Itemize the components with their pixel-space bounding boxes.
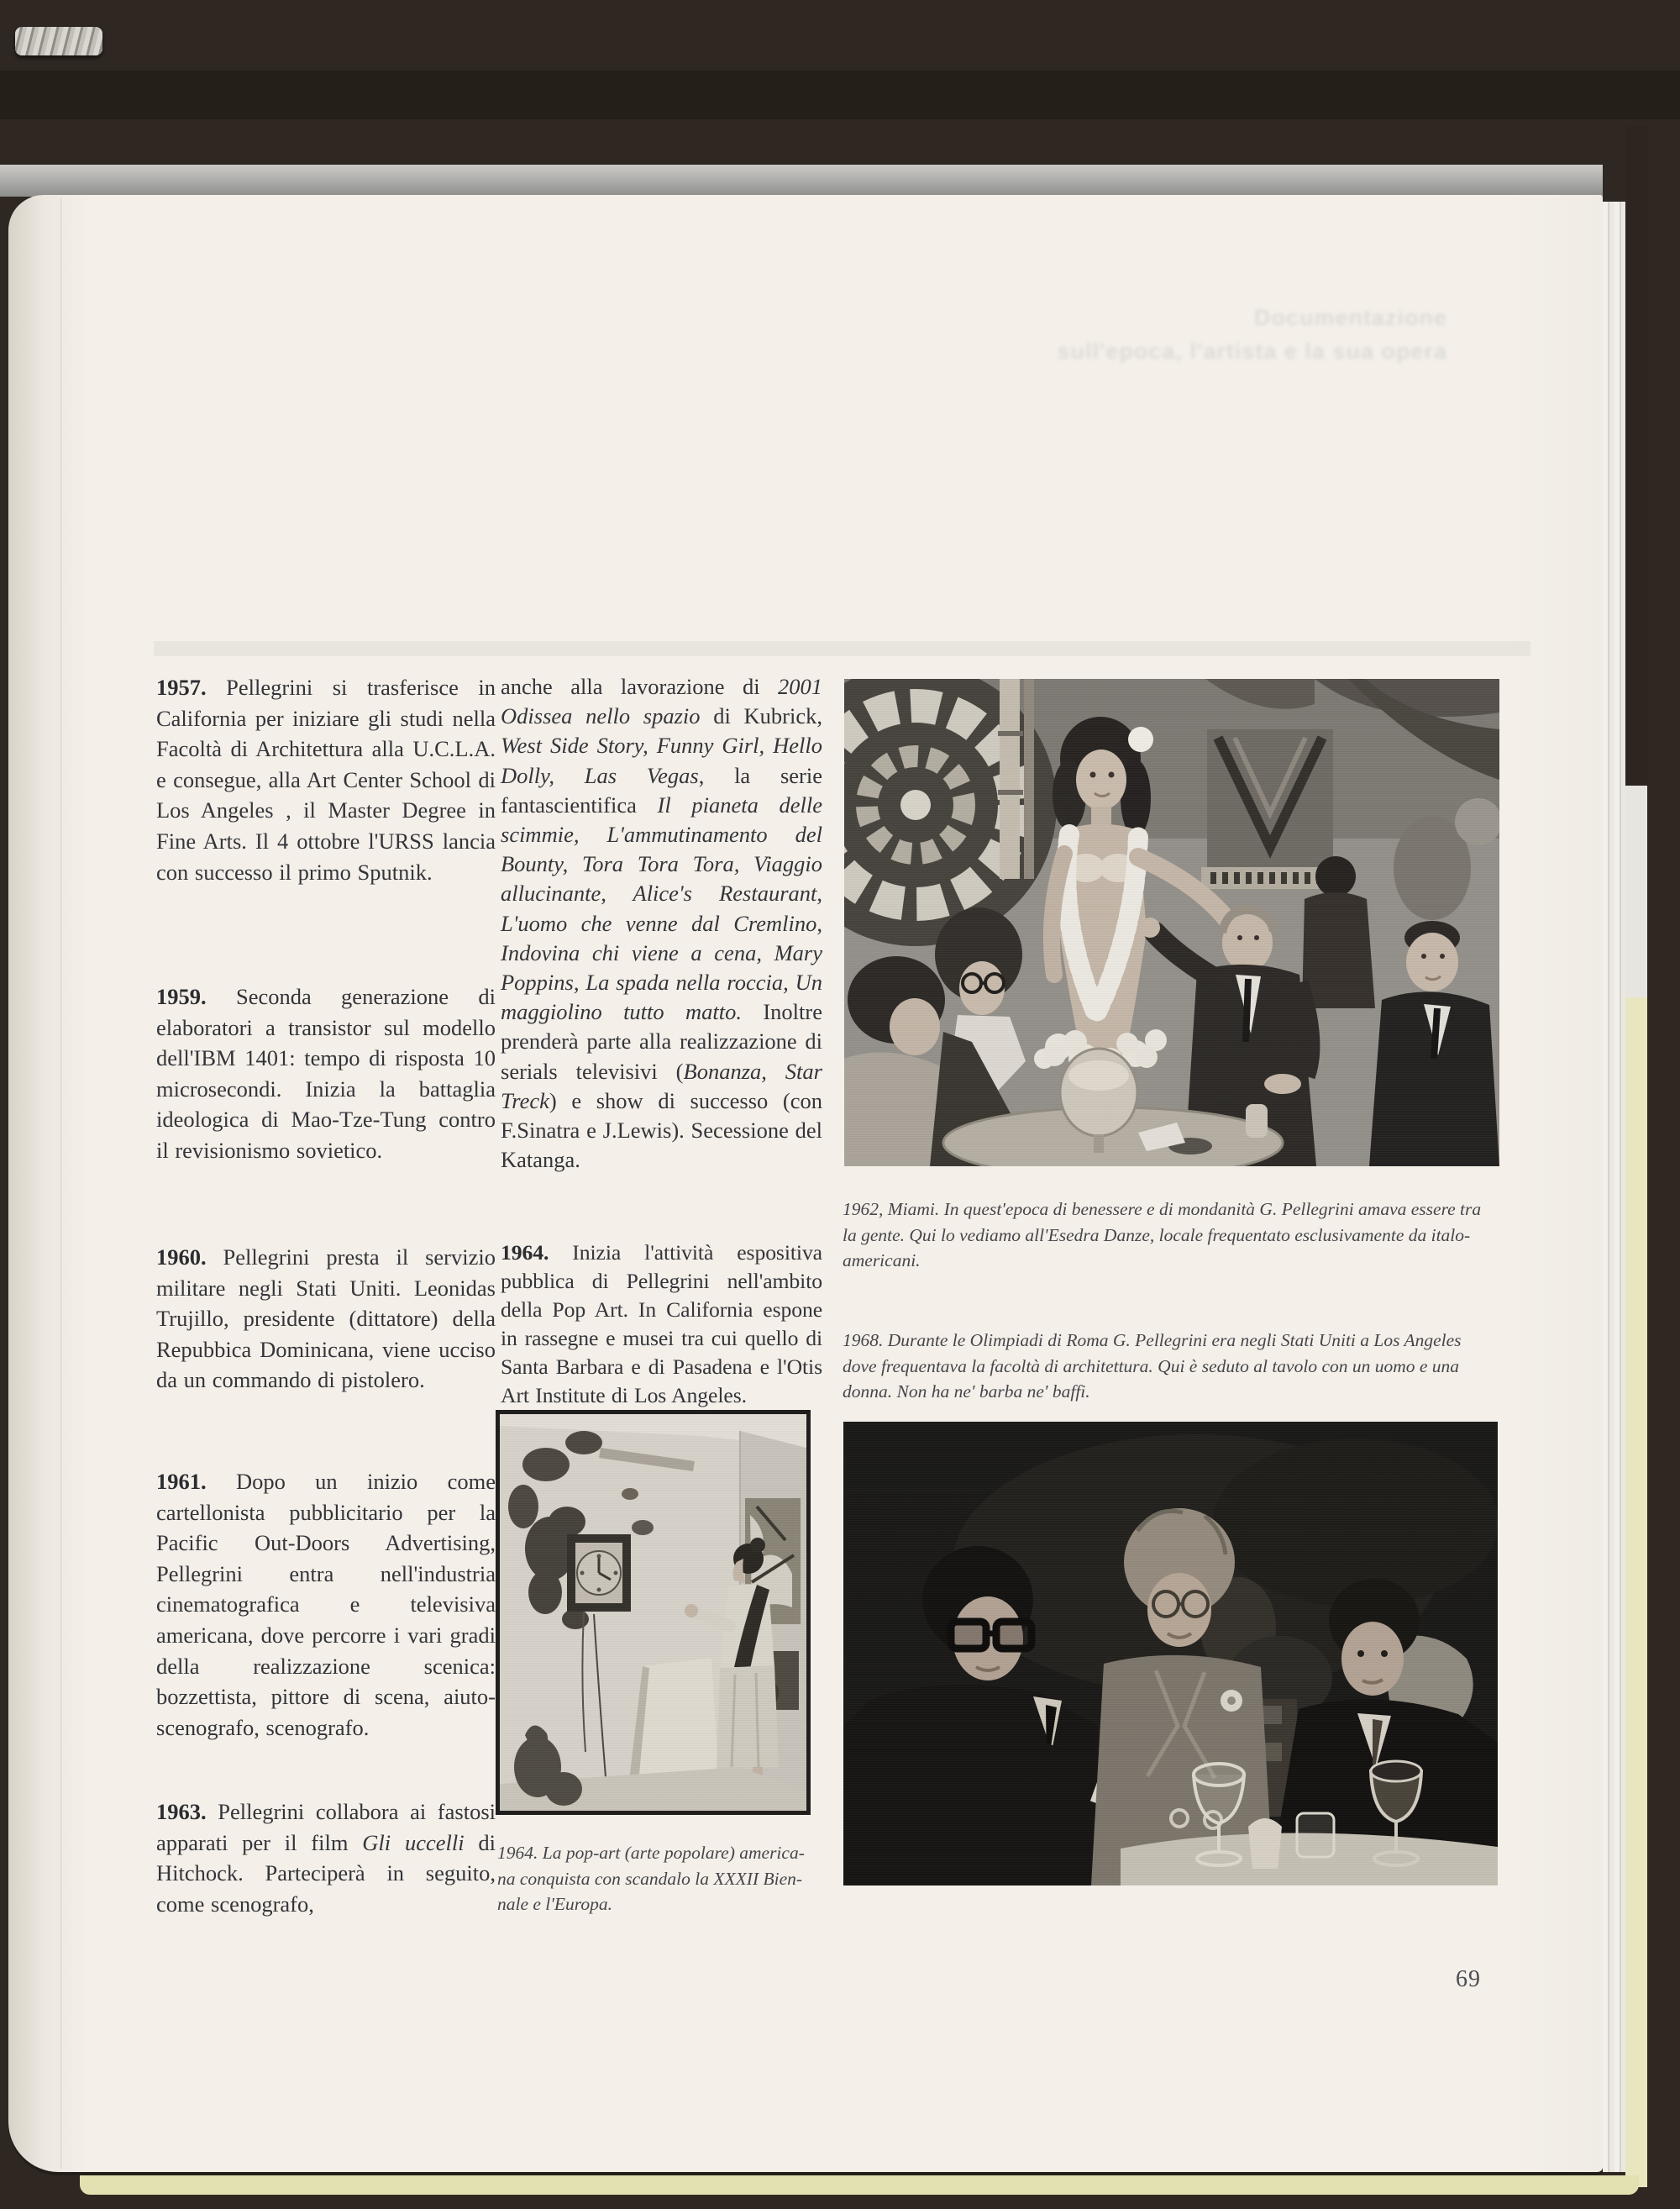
timeline-entry-1959: 1959. Seconda generazione di elaboratori a transistor sul modello dell'IBM 1401: tempo di risposta 10 microsecondi. Inizia la battaglia ideologica di Mao-Tze-Tung contro il revisionismo sovietico. — [156, 984, 496, 1163]
photo-miami-nightclub — [844, 679, 1499, 1166]
timeline-entry-1957: 1957. Pellegrini si trasferisce in California per iniziare gli studi nella Facoltà di Architettura alla U.C.L.A. e consegue, alla Art Center School di Los Angeles , il Master Degree in Fine Arts. Il 4 ottobre l'URSS lancia con successo il primo Sputnik. — [156, 675, 496, 885]
photo-popart-gallery — [496, 1410, 811, 1815]
page-edges-right — [1603, 202, 1625, 2172]
photo-dinner-table — [843, 1422, 1498, 1886]
timeline-entry-1960: 1960. Pellegrini presta il servizio militare negli Stati Uniti. Leonidas Trujillo, presidente (dittatore) della Repubbica Dominicana, viene ucciso da un commando di pistolero. — [156, 1244, 496, 1393]
book-headband — [15, 27, 102, 55]
timeline-entry-1964: 1964. Inizia l'attività espositiva pubblica di Pellegrini nell'ambito della Pop Art. In California espone in rassegne e musei tra cui quello di Santa Barbara e di Pasadena e l'Otis Art Institute di Los Angeles. — [501, 1240, 822, 1407]
ghost-line-1: Documentazione — [1253, 305, 1447, 330]
endpaper-edge-bottom — [80, 2175, 1639, 2195]
header-rule-band — [154, 641, 1530, 656]
timeline-entry-1963-continuation: anche alla lavorazione di 2001 Odissea nello spazio di Kubrick, West Side Story, Funny Girl, Hello Dolly, Las Vegas, la serie fantascientifica Il pianeta delle scimmie, L'ammutinamento del Bounty, Tora Tora Tora, Viaggio allucinante, Alice's Restaurant, L'uomo che venne dal Cremlino, Indovina chi viene a cena, Mary Poppins, La spada nella roccia, Un maggiolino tutto matto. Inoltre prenderà parte alla realizzazione di serials televisivi (Bonanza, Star Treck) e show di successo (con F.Sinatra e J.Lewis). Secessione del Katanga. — [501, 674, 822, 1173]
book-spine-cloth — [0, 71, 1680, 119]
page-edges-top — [0, 165, 1603, 197]
timeline-entry-1961: 1961. Dopo un inizio come cartellonista pubblicitario per la Pacific Out-Doors Advertising, Pellegrini entra nell'industria cinematografica e televisiva americana, dove percorre i vari gradi della realizzazione scenica: bozzettista, pittore di scena, aiuto-scenografo, scenografo. — [156, 1469, 496, 1740]
page-number: 69 — [1456, 1966, 1481, 1992]
photo-gallery-illustration — [500, 1414, 806, 1811]
ghost-line-2: sull'epoca, l'artista e la sua opera — [1057, 339, 1447, 364]
endpaper-edge-right — [1625, 997, 1647, 2187]
caption-olympics: 1968. Durante le Olimpiadi di Roma G. Pellegrini era negli Stati Uniti a Los Angeles dove frequentava la facoltà di architettura. Qui è seduto al tavolo con un uomo e una donna. Non ha ne' barba ne' baffi. — [843, 1330, 1462, 1402]
caption-miami: 1962, Miami. In quest'epoca di benessere e di mondanità G. Pellegrini amava essere tra la gente. Qui lo vediamo all'Esedra Danze, locale frequentato esclusivamente da italo-americani. — [843, 1199, 1482, 1270]
page-edge-strip — [1625, 786, 1647, 997]
white-pitcher — [1248, 1818, 1282, 1869]
page-gutter-crease — [60, 198, 63, 2169]
photo-dinner-illustration — [843, 1422, 1498, 1886]
ghost-show-through-header — [1057, 301, 1447, 368]
caption-biennale: 1964. La pop-art (arte popolare) americana conquista con scandalo la XXXII Biennale e l'Europa. — [497, 1843, 805, 1914]
photo-miami-illustration — [844, 679, 1499, 1166]
cover-edge-right — [1625, 126, 1648, 786]
timeline-entry-1963: 1963. Pellegrini collabora ai fastosi apparati per il film Gli uccelli di Hitchock. Parteciperà in seguito, come scenografo, — [156, 1799, 496, 1917]
